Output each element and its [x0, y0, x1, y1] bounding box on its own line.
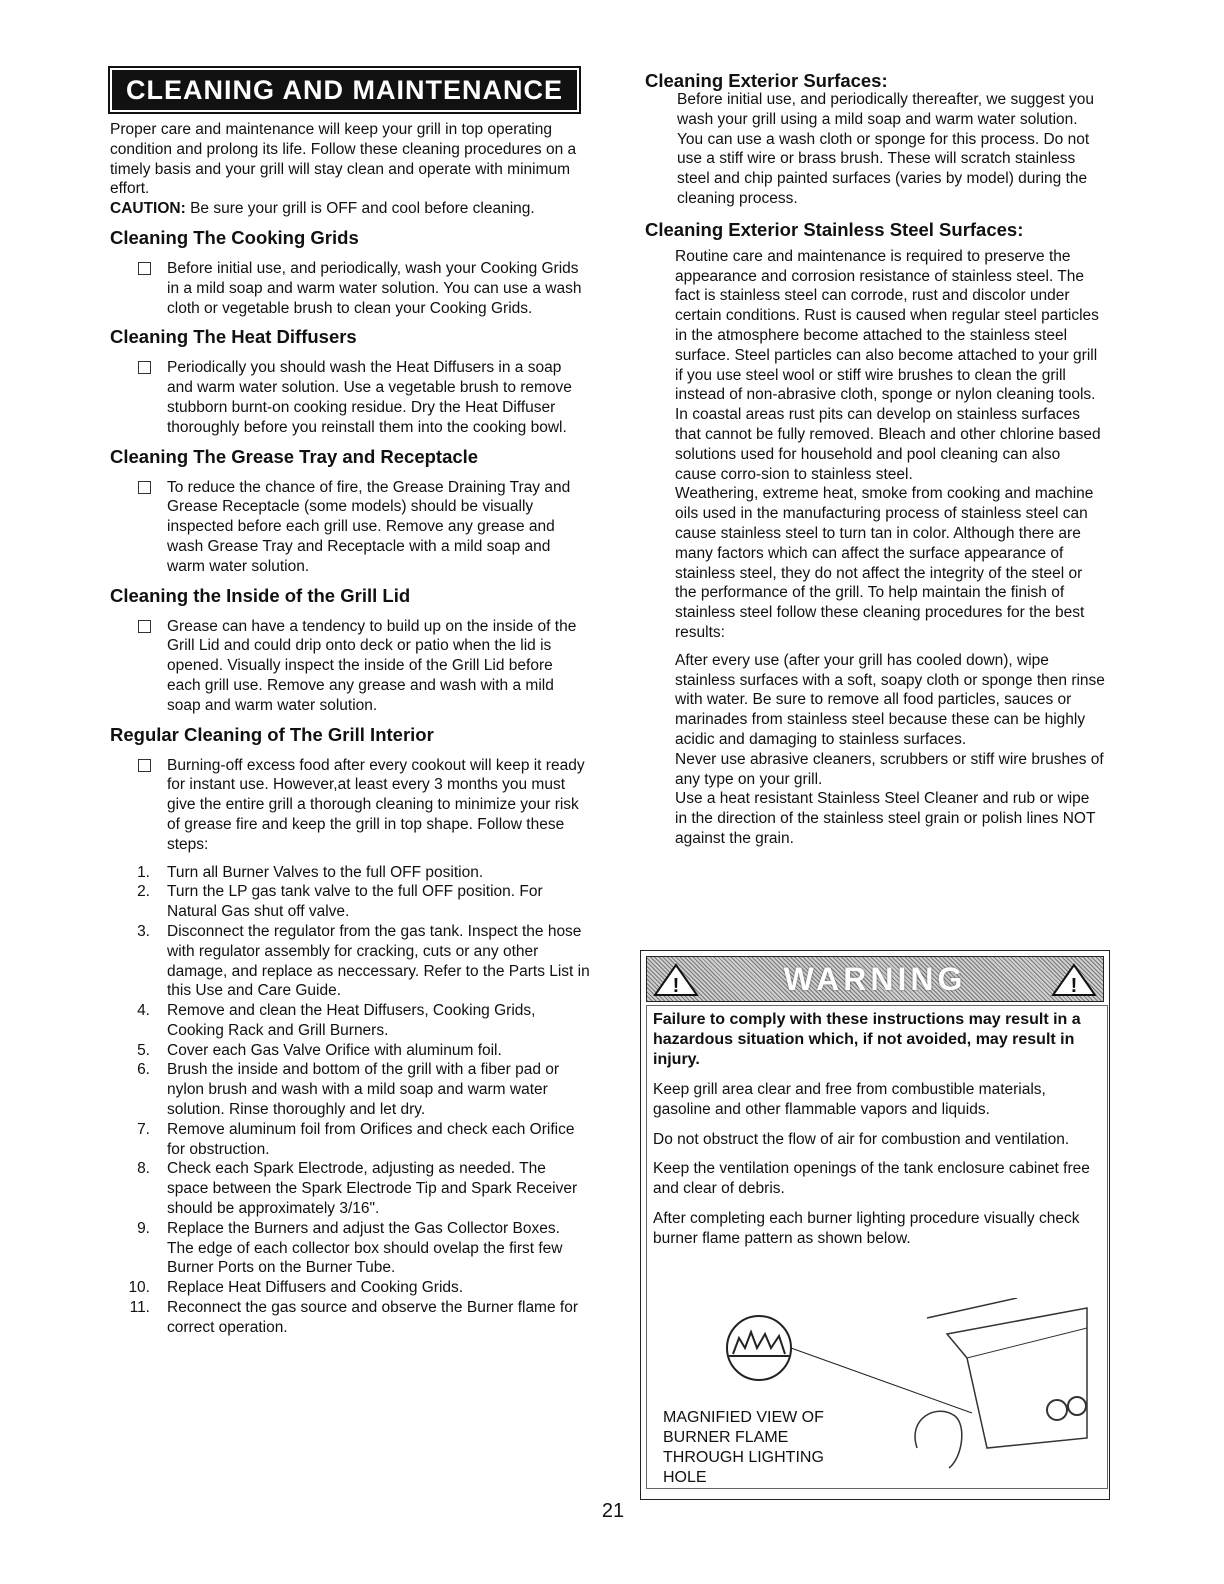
bullet-heat-diffusers: Periodically you should wash the Heat Diffusers in a soap and warm water solution. Use a vegetable brush to remove stubborn burnt-on cooking residue. Dry the Heat Diffuser thoroughly before you reinstall them into the cooking bowl.: [110, 358, 590, 437]
bullet-cooking-grids: Before initial use, and periodically, wash your Cooking Grids in a mild soap and warm water solution. You can use a wash cloth or vegetable brush to clean your Cooking Grids.: [110, 259, 590, 318]
knob-icon: [1068, 1397, 1086, 1415]
right-column: [645, 70, 1105, 849]
list-item: 1. Turn all Burner Valves to the full OFF position.: [137, 863, 484, 881]
svg-text:!: !: [1070, 975, 1078, 997]
figure-label: MAGNIFIED VIEW OF BURNER FLAME THROUGH LIGHTING HOLE: [663, 1409, 824, 1486]
bullet-grease-tray: To reduce the chance of fire, the Grease Draining Tray and Grease Receptacle (some models) should be visually inspected before each grill use. Remove any grease and wash Grease Tray and Receptacle with a mild soap and warm water solution.: [110, 478, 590, 577]
exterior-paragraph: Before initial use, and periodically thereafter, we suggest you wash your grill using a mild soap and warm water solution. You can use a wash cloth or sponge for this process. Do not use a stiff wire or brass brush. These will scratch stainless steel and chip painted surfaces (varies by model) during the cleaning process.: [677, 91, 1095, 207]
checkbox-icon: [138, 481, 151, 494]
checkbox-icon: [138, 262, 151, 275]
warning-paragraph-4: After completing each burner lighting procedure visually check burner flame pattern as shown below.: [653, 1209, 1080, 1247]
stainless-paragraph-2: Weathering, extreme heat, smoke from cooking and machine oils used in the manufacturing process of stainless steel can cause stainless steel to turn tan in color. Although there are many factors which can affect the surface appearance of stainless steel, they do not affect the integrity of the steel or the performance of the grill. To help maintain the finish of stainless steel follow these cleaning procedures for the best results:: [675, 485, 1094, 641]
heading-cooking-grids: Cleaning The Cooking Grids: [110, 226, 359, 248]
heading-grease-tray: Cleaning The Grease Tray and Receptacle: [110, 445, 479, 467]
flame-icon: [733, 1332, 785, 1354]
warning-box: [640, 950, 1110, 1500]
stainless-paragraph-1: Routine care and maintenance is required to preserve the appearance and corrosion resistance of stainless steel. The fact is stainless steel can corrode, rust and discolor under certain conditions. Rust is caused when regular steel particles in the atmosphere become attached to the stainless steel surface. Steel particles can also become attached to your grill if you use steel wool or stiff wire brushes to clean the grill instead of non-abrasive cloth, sponge or nylon cleaning tools. In coastal areas rust pits can develop on stainless surfaces that cannot be fully removed. Bleach and other chlorine based solutions used for household and pool cleaning can also cause corro-sion to stainless steel.: [675, 247, 1101, 483]
page-number: 21: [601, 1500, 625, 1522]
warning-paragraph-2: Do not obstruct the flow of air for combustion and ventilation.: [653, 1130, 1070, 1148]
list-item: 3. Disconnect the regulator from the gas tank. Inspect the hose with regulator assembly for cracking, cuts or any other damage, and replace as neccessary. Refer to the Parts List in this Use and Care Guide.: [137, 922, 590, 1000]
caution-label: CAUTION:: [110, 200, 186, 218]
list-item: 2. Turn the LP gas tank valve to the full OFF position. For Natural Gas shut off valve.: [137, 883, 543, 921]
list-item: 10. Replace Heat Diffusers and Cooking Grids.: [128, 1279, 464, 1297]
caution-text: Be sure your grill is OFF and cool before cleaning.: [185, 200, 535, 218]
warning-paragraph-1: Keep grill area clear and free from combustible materials, gasoline and other flammable vapors and liquids.: [653, 1081, 1046, 1118]
list-item: 11. Reconnect the gas source and observe the Burner flame for correct operation.: [129, 1299, 578, 1336]
left-column: [110, 70, 590, 1338]
caution-note: [110, 199, 590, 219]
warning-triangle-icon: [1051, 963, 1097, 997]
svg-text:!: !: [672, 975, 680, 997]
intro-paragraph: Proper care and maintenance will keep your grill in top operating condition and prolong its life. Follow these cleaning procedures on a timely basis and your grill will stay clean and operate with minimum effort.: [110, 121, 577, 198]
list-item: 4. Remove and clean the Heat Diffusers, Cooking Grids, Cooking Rack and Grill Burners.: [137, 1002, 536, 1039]
list-item: 5. Cover each Gas Valve Orifice with aluminum foil.: [137, 1041, 502, 1059]
stainless-paragraph-5: Use a heat resistant Stainless Steel Cleaner and rub or wipe in the direction of the stainless steel grain or polish lines NOT against the grain.: [675, 790, 1096, 847]
checkbox-icon: [138, 759, 151, 772]
warning-banner: [646, 956, 1104, 1002]
heading-exterior-surfaces: Cleaning Exterior Surfaces:: [645, 70, 888, 91]
stainless-paragraph-4: Never use abrasive cleaners, scrubbers or stiff wire brushes of any type on your grill.: [675, 750, 1104, 788]
checkbox-icon: [138, 361, 151, 374]
grill-outline-icon: [927, 1298, 1087, 1448]
section-title: CLEANING AND MAINTENANCE: [112, 70, 577, 110]
heading-heat-diffusers: Cleaning The Heat Diffusers: [110, 326, 357, 348]
bullet-grill-lid: Grease can have a tendency to build up on the inside of the Grill Lid and could drip onto deck or patio when the lid is opened. Visually inspect the inside of the Grill Lid before each grill use. Remove any grease and wash with a mild soap and warm water solution.: [110, 617, 590, 716]
list-item: 7. Remove aluminum foil from Orifices and check each Orifice for obstruction.: [137, 1120, 575, 1158]
checkbox-icon: [138, 620, 151, 633]
hand-icon: [915, 1411, 962, 1468]
stainless-paragraph-3: After every use (after your grill has cooled down), wipe stainless surfaces with a soft, soapy cloth or sponge then rinse with water. Be sure to remove all food particles, sauces or marinades from stainless steel because these can be highly acidic and damaging to stainless surfaces.: [675, 651, 1105, 748]
list-item: 6. Brush the inside and bottom of the grill with a fiber pad or nylon brush and wash with a mild soap and warm water solution. Rinse thoroughly and let dry.: [137, 1061, 560, 1119]
warning-title: WARNING: [783, 961, 967, 997]
heading-grill-lid: Cleaning the Inside of the Grill Lid: [110, 584, 411, 606]
bullet-grill-interior: Burning-off excess food after every cookout will keep it ready for instant use. However,at least every 3 months you must give the entire grill a thorough cleaning to minimize your risk of grease fire and keep the grill in top shape. Follow these steps:: [110, 756, 590, 855]
steps-list: [110, 863, 590, 1338]
magnifier-circle-icon: [727, 1316, 791, 1380]
list-item: 8. Check each Spark Electrode, adjusting as needed. The space between the Spark Electrode Tip and Spark Receiver should be approximately 3/16".: [137, 1160, 578, 1218]
warning-paragraph-3: Keep the ventilation openings of the tank enclosure cabinet free and clear of debris.: [653, 1160, 1090, 1198]
warning-content: [646, 1005, 1108, 1489]
list-item: 9. Replace the Burners and adjust the Gas Collector Boxes. The edge of each collector box should ovelap the first few Burner Ports on the Burner Tube.: [137, 1219, 563, 1277]
heading-stainless-steel: Cleaning Exterior Stainless Steel Surfaces:: [645, 218, 1024, 240]
warning-bold-text: Failure to comply with these instructions may result in a hazardous situation which, if not avoided, may result in injury.: [653, 1011, 1081, 1068]
heading-grill-interior: Regular Cleaning of The Grill Interior: [110, 723, 434, 745]
knob-icon: [1047, 1400, 1067, 1420]
